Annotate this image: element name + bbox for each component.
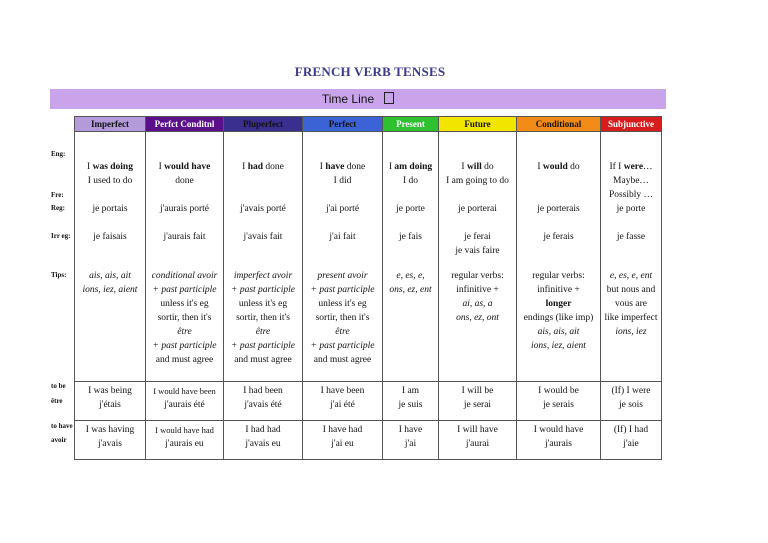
irregular-text: je ferais: [543, 232, 574, 242]
tips-text: + past participle: [231, 341, 295, 351]
to-have-cell: [383, 421, 439, 460]
irregular-cell: [75, 230, 146, 266]
english-text: would have: [164, 162, 211, 172]
regular-text: je porterais: [537, 204, 580, 214]
english-text: I used to do: [87, 176, 133, 186]
tips-text: endings (like imp): [523, 313, 594, 323]
english-cell: [75, 132, 146, 203]
english-text: were: [623, 162, 644, 172]
to-have-text: I would have: [533, 425, 584, 435]
to-be-text: je suis: [398, 400, 423, 410]
irregular-text: je faisais: [93, 232, 127, 242]
tips-text: ions, iez, aient: [82, 285, 138, 295]
tips-text: regular verbs:: [532, 271, 585, 281]
to-be-text: je serai: [463, 400, 492, 410]
tips-text: but nous and: [606, 285, 656, 295]
english-text: I: [242, 162, 248, 172]
english-line: [75, 174, 145, 188]
tips-text: ais, ais, ait: [89, 271, 131, 281]
to-be-text: j'étais: [99, 400, 121, 410]
irregular-text: j'avais fait: [243, 232, 283, 242]
english-line: [146, 174, 223, 188]
tips-cell: [303, 266, 383, 382]
to-have-text: j'aurai: [465, 439, 490, 449]
to-be-text: j'ai été: [330, 400, 355, 410]
irregular-text: j'aurais fait: [163, 232, 206, 242]
english-text: done: [344, 162, 366, 172]
tense-header-conditional: Conditional: [517, 117, 601, 132]
irregular-text: je ferai: [464, 232, 491, 242]
row-label-eng: Eng:: [51, 150, 66, 158]
to-be-text: je sois: [618, 400, 643, 410]
to-have-row: [75, 421, 662, 460]
english-line: [601, 188, 661, 202]
english-text: I: [319, 162, 326, 172]
to-be-row: [75, 382, 662, 421]
irregular-cell: [517, 230, 601, 266]
timeline-banner: [50, 89, 666, 109]
english-line: [439, 160, 516, 174]
english-row: [75, 132, 662, 203]
to-have-cell: [439, 421, 517, 460]
to-have-text: I would have had: [155, 425, 214, 435]
row-label-reg: Reg:: [51, 204, 65, 212]
tips-text: present avoir: [317, 271, 368, 281]
to-be-text: I have been: [320, 386, 365, 396]
irregular-text: j'ai fait: [329, 232, 356, 242]
tips-text: unless it's eg: [238, 299, 288, 309]
tips-text: conditional avoir: [151, 271, 218, 281]
to-have-text: j'ai eu: [331, 439, 354, 449]
english-text: I do: [402, 176, 419, 186]
tips-cell: [383, 266, 439, 382]
to-be-text: I will be: [461, 386, 494, 396]
english-cell: [383, 132, 439, 203]
english-text: done: [263, 162, 284, 172]
to-be-cell: [439, 382, 517, 421]
english-line: [146, 160, 223, 174]
regular-cell: [224, 202, 303, 230]
to-have-cell: [75, 421, 146, 460]
to-be-cell: [224, 382, 303, 421]
irregular-cell: [224, 230, 303, 266]
to-have-text: (If) I had: [613, 425, 649, 435]
english-text: Possibly …: [608, 190, 654, 200]
irregular-cell: [146, 230, 224, 266]
tips-cell: [224, 266, 303, 382]
regular-text: je porte: [396, 204, 425, 214]
regular-text: j'aurais porté: [160, 204, 209, 214]
row-label-avoir: avoir: [51, 436, 67, 444]
to-be-text: je serais: [543, 400, 574, 410]
english-line: [383, 174, 438, 188]
english-line: [439, 174, 516, 188]
to-have-text: I had had: [245, 425, 281, 435]
tips-text: être: [335, 327, 350, 337]
row-label-etre: être: [51, 397, 63, 405]
verb-tenses-table: [74, 116, 662, 460]
regular-text: je porterai: [458, 204, 497, 214]
english-line: [383, 160, 438, 174]
irregular-cell: [303, 230, 383, 266]
to-be-cell: [75, 382, 146, 421]
row-label-to-be: to be: [51, 382, 66, 390]
tips-text: e, es, e,: [396, 271, 425, 281]
to-be-cell: [146, 382, 224, 421]
to-have-text: I have had: [322, 425, 363, 435]
tips-cell: [439, 266, 517, 382]
tense-header-present: Present: [383, 117, 439, 132]
tips-text: and must agree: [234, 355, 292, 365]
english-text: have: [325, 162, 345, 172]
to-have-cell: [146, 421, 224, 460]
english-text: was doing: [92, 162, 133, 172]
english-text: do: [481, 162, 494, 172]
tips-text: ai, as, a: [462, 299, 493, 309]
to-have-text: j'ai: [404, 439, 417, 449]
to-be-cell: [517, 382, 601, 421]
to-be-text: j'avais été: [244, 400, 282, 410]
tips-cell: [601, 266, 662, 382]
english-line: [601, 160, 661, 174]
regular-cell: [601, 202, 662, 230]
regular-cell: [439, 202, 517, 230]
tips-text: être: [177, 327, 192, 337]
english-cell: [439, 132, 517, 203]
tips-text: and must agree: [313, 355, 372, 365]
english-text: I did: [333, 176, 352, 186]
tense-header-imperfect: Imperfect: [75, 117, 146, 132]
english-text: had: [247, 162, 264, 172]
regular-text: je portais: [92, 204, 128, 214]
tips-text: ons, ez, ent: [389, 285, 432, 295]
to-be-text: I would have been: [153, 386, 216, 396]
tips-text: + past participle: [152, 285, 217, 295]
to-be-text: I had been: [243, 386, 283, 396]
tips-text: longer: [545, 299, 572, 309]
irregular-cell: [601, 230, 662, 266]
regular-row: [75, 202, 662, 230]
row-label-to-have: to have: [51, 422, 73, 430]
to-have-cell: [224, 421, 303, 460]
regular-cell: [383, 202, 439, 230]
english-line: [75, 160, 145, 174]
to-be-cell: [303, 382, 383, 421]
english-cell: [303, 132, 383, 203]
row-label-irreg: Irr eg:: [51, 232, 71, 240]
to-be-text: j'aurais été: [164, 400, 205, 410]
english-text: …: [643, 162, 653, 172]
tips-text: être: [255, 327, 271, 337]
regular-text: j'ai porté: [325, 204, 360, 214]
tense-header-future: Future: [439, 117, 517, 132]
to-have-cell: [601, 421, 662, 460]
to-have-text: j'aurais eu: [165, 439, 204, 449]
irregular-text: je vais faire: [455, 246, 500, 256]
tense-header-row: [75, 117, 662, 132]
tense-header-perfct-conditnl: Perfct Conditnl: [146, 117, 224, 132]
tips-text: sortir, then it's: [157, 313, 212, 323]
regular-cell: [146, 202, 224, 230]
regular-cell: [75, 202, 146, 230]
tips-text: ais, ais, ait: [537, 327, 580, 337]
english-line: [303, 174, 382, 188]
tips-text: regular verbs:: [451, 271, 504, 281]
tips-cell: [517, 266, 601, 382]
english-text: am doing: [394, 162, 433, 172]
row-label-fre: Fre:: [51, 191, 64, 199]
tips-text: unless it's eg: [318, 299, 367, 309]
english-cell: [601, 132, 662, 203]
to-have-text: I will have: [457, 425, 498, 435]
checkbox-glyph-icon: [384, 92, 394, 104]
to-be-text: I would be: [538, 386, 579, 396]
tips-text: like imperfect: [604, 313, 658, 323]
english-text: do: [567, 162, 580, 172]
to-have-text: I was having: [85, 425, 135, 435]
english-text: I: [87, 162, 93, 172]
to-have-cell: [303, 421, 383, 460]
english-text: Maybe…: [613, 176, 649, 186]
to-be-cell: [601, 382, 662, 421]
tips-text: ions, iez, aient: [531, 341, 586, 351]
tips-text: infinitive +: [537, 285, 580, 295]
english-text: I am going to do: [446, 176, 509, 186]
english-text: done: [175, 176, 194, 186]
regular-text: je porte: [616, 204, 646, 214]
timeline-label: Time Line: [321, 92, 375, 106]
regular-cell: [303, 202, 383, 230]
to-have-text: j'avais eu: [245, 439, 281, 449]
english-line: [303, 160, 382, 174]
tips-row: [75, 266, 662, 382]
english-line: [224, 160, 302, 174]
tips-cell: [75, 266, 146, 382]
tense-header-pluperfect: Pluperfect: [224, 117, 303, 132]
to-be-text: I am: [401, 386, 420, 396]
to-have-text: j'aurais: [544, 439, 573, 449]
regular-text: j'avais porté: [240, 204, 286, 214]
page-title: FRENCH VERB TENSES: [294, 64, 446, 79]
to-be-text: (If) I were: [611, 386, 651, 396]
english-text: If I: [609, 162, 624, 172]
english-text: would: [542, 162, 568, 172]
irregular-cell: [383, 230, 439, 266]
english-cell: [146, 132, 224, 203]
tips-cell: [146, 266, 224, 382]
to-have-cell: [517, 421, 601, 460]
irregular-cell: [439, 230, 517, 266]
to-have-text: j'avais: [98, 439, 122, 449]
to-be-cell: [383, 382, 439, 421]
irregular-text: je fasse: [616, 232, 646, 242]
english-text: I: [388, 162, 395, 172]
irregular-row: [75, 230, 662, 266]
tips-text: and must agree: [155, 355, 214, 365]
tips-text: + past participle: [231, 285, 295, 295]
tips-text: unless it's eg: [160, 299, 209, 309]
english-line: [601, 174, 661, 188]
english-text: I: [158, 162, 165, 172]
english-text: I: [461, 162, 467, 172]
english-text: I: [537, 162, 543, 172]
tense-header-subjunctive: Subjunctive: [601, 117, 662, 132]
english-cell: [224, 132, 303, 203]
tips-text: sortir, then it's: [315, 313, 370, 323]
tips-text: e, es, e, ent: [609, 271, 653, 281]
tips-text: + past participle: [310, 285, 375, 295]
tips-text: ions, iez: [615, 327, 647, 337]
tense-header-perfect: Perfect: [303, 117, 383, 132]
tips-text: sortir, then it's: [236, 313, 290, 323]
tips-text: + past participle: [152, 341, 217, 351]
row-label-tips: Tips:: [51, 271, 67, 279]
english-line: [517, 160, 600, 174]
english-cell: [517, 132, 601, 203]
regular-cell: [517, 202, 601, 230]
english-text: will: [466, 162, 482, 172]
tips-text: infinitive +: [456, 285, 499, 295]
tips-text: vous are: [615, 299, 647, 309]
tips-text: ons, ez, ont: [456, 313, 499, 323]
tips-text: + past participle: [310, 341, 375, 351]
irregular-text: je fais: [399, 232, 422, 242]
tips-text: imperfect avoir: [233, 271, 293, 281]
to-be-text: I was being: [88, 386, 132, 396]
to-have-text: I have: [398, 425, 423, 435]
to-have-text: j'aie: [623, 439, 639, 449]
